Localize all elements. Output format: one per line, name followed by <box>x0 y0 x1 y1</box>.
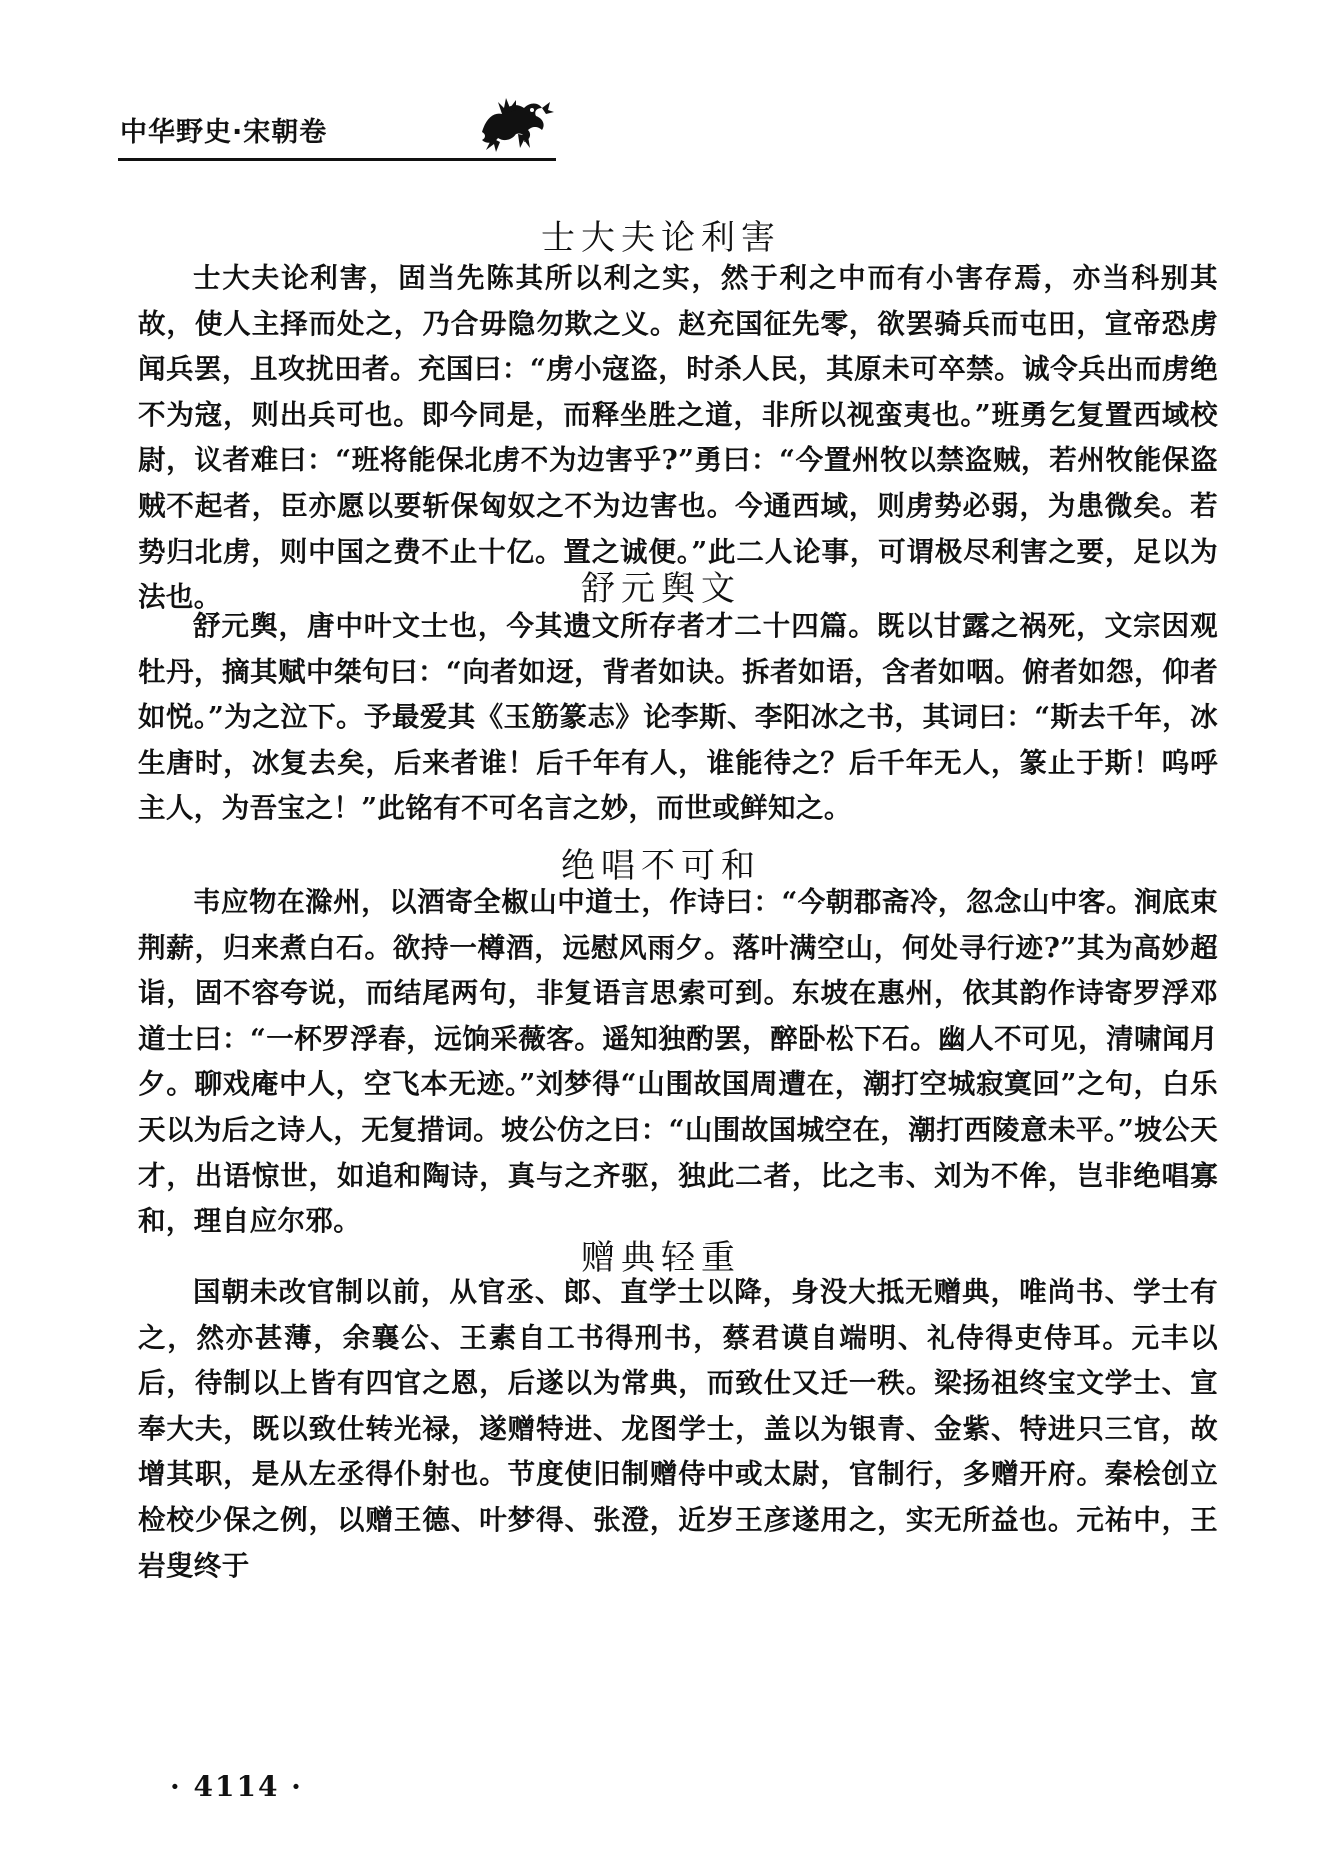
section-title: 赠典轻重 <box>581 1238 741 1279</box>
section-body: 韦应物在滁州，以酒寄全椒山中道士，作诗曰：“今朝郡斋冷，忽念山中客。涧底束荆薪，归来煮白石。欲持一樽酒，远慰风雨夕。落叶满空山，何处寻行迹?”其为高妙超诣，固不容夸说，而结尾两句，非复语言思索可到。东坡在惠州，依其韵作诗寄罗浮邓道士曰：“一杯罗浮春，远饷采薇客。遥知独酌罢，醉卧松下石。幽人不可见，清啸闻月夕。聊戏庵中人，空飞本无迹。”刘梦得“山围故国周遭在，潮打空城寂寞回”之句，白乐天以为后之诗人，无复措词。坡公仿之曰：“山围故国城空在，潮打西陵意未平。”坡公天才，出语惊世，如追和陶诗，真与之齐驱，独此二者，比之韦、刘为不侔，岂非绝唱寡和，理自应尔邪。 <box>138 886 1218 1238</box>
section-title: 绝唱不可和 <box>561 846 761 887</box>
header-rule <box>118 158 556 161</box>
section-body: 国朝未改官制以前，从官丞、郎、直学士以降，身没大抵无赠典，唯尚书、学士有之，然亦甚薄，余襄公、王素自工书得刑书，蔡君谟自端明、礼侍得吏侍耳。元丰以后，待制以上皆有四官之恩，后遂以为常典，而致仕又迁一秩。梁扬祖终宝文学士、宣奉大夫，既以致仕转光禄，遂赠特进、龙图学士，盖以为银青、金紫、特进只三官，故增其职，是从左丞得仆射也。节度使旧制赠侍中或太尉，官制行，多赠开府。秦桧创立检校少保之例，以赠王德、叶梦得、张澄，近岁王彦遂用之，实无所益也。元祐中，王岩叟终于 <box>138 1276 1218 1582</box>
page-number: · 4114 · <box>170 1770 303 1803</box>
section-body: 舒元舆，唐中叶文士也，今其遗文所存者才二十四篇。既以甘露之祸死，文宗因观牡丹，摘其赋中桀句曰：“向者如迓，背者如诀。拆者如语，含者如咽。俯者如怨，仰者如悦。”为之泣下。予最爱其《玉筋篆志》论李斯、李阳冰之书，其词曰：“斯去千年，冰生唐时，冰复去矣，后来者谁！后千年有人，谁能待之？后千年无人，篆止于斯！呜呼主人，为吾宝之！”此铭有不可名言之妙，而世或鲜知之。 <box>138 610 1218 825</box>
dragon-icon <box>472 88 556 154</box>
section-title: 士大夫论利害 <box>541 218 781 259</box>
section-title: 舒元舆文 <box>581 569 741 610</box>
section-body: 士大夫论利害，固当先陈其所以利之实，然于利之中而有小害存焉，亦当科别其故，使人主择而处之，乃合毋隐勿欺之义。赵充国征先零，欲罢骑兵而屯田，宣帝恐虏闻兵罢，且攻扰田者。充国曰：“虏小寇盗，时杀人民，其原未可卒禁。诚令兵出而虏绝不为寇，则出兵可也。即今同是，而释坐胜之道，非所以视蛮夷也。”班勇乞复置西域校尉，议者难曰：“班将能保北虏不为边害乎?”勇曰：“今置州牧以禁盗贼，若州牧能保盗贼不起者，臣亦愿以要斩保匈奴之不为边害也。今通西域，则虏势必弱，为患微矣。若势归北虏，则中国之费不止十亿。置之诚便。”此二人论事，可谓极尽利害之要，足以为法也。 <box>138 262 1218 614</box>
book-title: 中华野史·宋朝卷 <box>120 117 328 148</box>
